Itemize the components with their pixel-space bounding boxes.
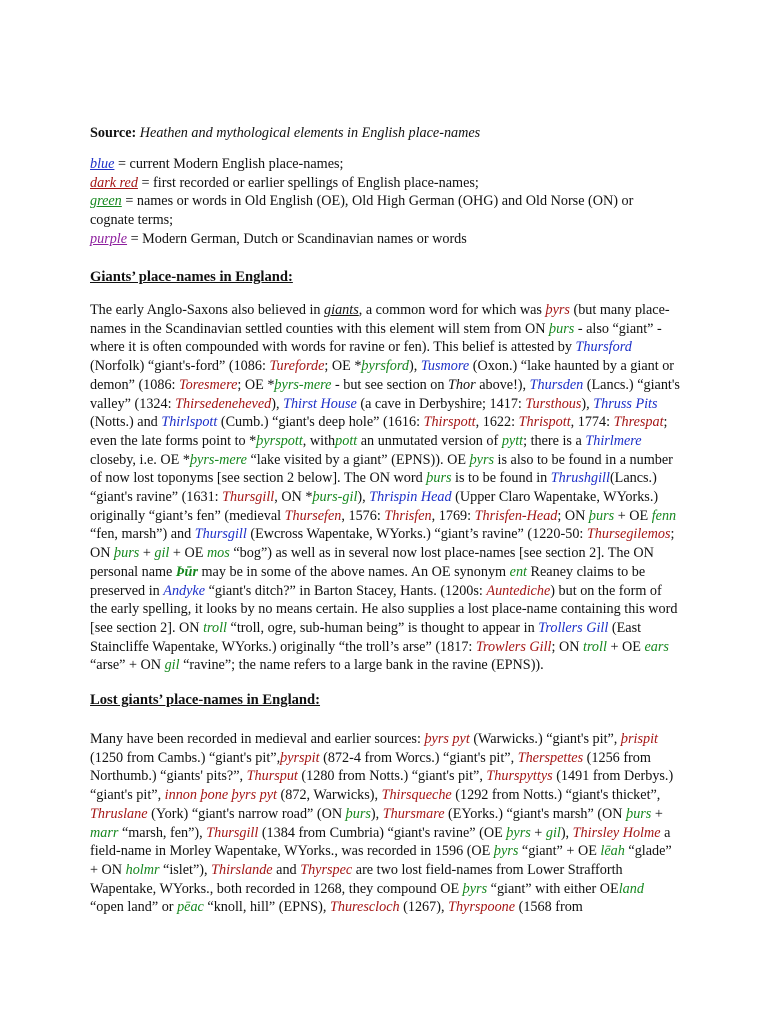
term-run: holmr xyxy=(125,861,160,878)
text-run: ), xyxy=(271,395,284,412)
text-run: - but see section on xyxy=(331,376,449,393)
text-run: a field-name in Morley Wapentake, WYorks., was recorded in 1596 (OE xyxy=(90,824,671,860)
text-run: ), xyxy=(581,395,594,412)
term-run: Thirspott xyxy=(423,414,476,431)
text-run: ; OE * xyxy=(324,358,362,375)
legend-key: purple xyxy=(90,230,128,247)
term-run: marr xyxy=(90,824,119,841)
term-run: þurs xyxy=(345,805,371,822)
text-run: “bog”) as well as in several now lost place-names [see section 2]. The ON personal name xyxy=(90,545,654,580)
term-run: þurs-gil xyxy=(312,489,358,506)
term-run: Thurspyttys xyxy=(486,768,553,785)
text-run: “fen, marsh”) and xyxy=(90,526,195,543)
text-run: Reaney claims to be preserved in xyxy=(90,563,646,599)
term-run: Thrisfen xyxy=(384,507,432,524)
text-run: , a common word for which was xyxy=(358,302,546,318)
term-run: innon þone þyrs pyt xyxy=(164,787,277,804)
legend-item-blue xyxy=(90,155,680,174)
term-run: þyrs xyxy=(469,451,494,468)
text-run: is to be found in xyxy=(451,470,551,487)
term-run: Thursford xyxy=(575,339,632,356)
term-run: Thursgill xyxy=(194,526,247,543)
text-run: “glade” + ON xyxy=(90,843,672,878)
term-run: þyrs xyxy=(493,843,519,860)
text-run: (1280 from Notts.) “giant's pit”, xyxy=(297,768,487,785)
section-heading-giants: Giants’ place-names in England: xyxy=(90,269,293,285)
legend-item-green xyxy=(90,192,680,229)
term-run: Thirsedeneheved xyxy=(175,395,272,412)
text-run: (York) “giant's narrow road” (ON xyxy=(147,805,346,822)
term-run: Þūr xyxy=(175,563,198,580)
legend-text: = current Modern English place-names; xyxy=(114,156,344,172)
legend-key: dark red xyxy=(90,174,138,191)
term-run: þyrsford xyxy=(361,358,409,375)
text-run: above!), xyxy=(475,376,530,393)
term-run: Therspettes xyxy=(517,749,584,766)
term-run: Thrispin Head xyxy=(369,489,452,506)
term-run: gil xyxy=(545,824,561,841)
paragraph-giants xyxy=(90,301,680,675)
text-run: (1292 from Notts.) “giant's thicket”, xyxy=(451,787,661,804)
term-run: fenn xyxy=(651,507,677,524)
text-run: + xyxy=(139,545,155,562)
text-run: ), xyxy=(357,489,370,506)
text-run: and xyxy=(272,861,301,878)
text-run: , 1622: xyxy=(475,414,519,431)
term-run: Thursden xyxy=(529,376,584,393)
term-run: Thirst House xyxy=(283,395,357,412)
text-run: (but many place-names in the Scandinavian settled counties with this element will stem from ON xyxy=(90,302,670,337)
term-run: Thrispott xyxy=(518,414,571,431)
color-legend xyxy=(90,155,680,249)
text-run: “marsh, fen”), xyxy=(118,824,207,841)
text-run: ), xyxy=(560,824,573,841)
term-run: Thyrspec xyxy=(300,861,353,878)
text-run: (1250 from Cambs.) “giant's pit”, xyxy=(90,749,281,766)
text-run: + OE xyxy=(169,545,207,562)
text-run: “open land” or xyxy=(90,899,178,916)
term-run: þrispit xyxy=(620,731,658,747)
term-run: Tureforde xyxy=(269,358,325,375)
text-run: ), xyxy=(408,358,421,375)
term-run: mos xyxy=(206,545,230,562)
text-run: (Lancs.) “giant's ravine” (1631: xyxy=(90,470,657,506)
term-run: Threspat xyxy=(613,414,664,431)
term-run: Thirlmere xyxy=(585,432,642,449)
text-run: Many have been recorded in medieval and earlier sources: xyxy=(90,731,425,747)
text-run: , 1769: xyxy=(431,507,475,524)
text-run: (Warwicks.) “giant's pit”, xyxy=(469,731,621,747)
legend-item-dark-red xyxy=(90,174,680,193)
text-run: “knoll, hill” (EPNS), xyxy=(203,899,330,916)
term-run: Andyke xyxy=(163,582,206,599)
legend-item-purple xyxy=(90,230,680,249)
text-run: , 1774: xyxy=(570,414,614,431)
text-run: (1568 from xyxy=(515,899,583,916)
source-line xyxy=(90,124,680,143)
term-run: Trowlers Gill xyxy=(475,638,552,655)
text-run: (Norfolk) “giant's-ford” (1086: xyxy=(90,358,270,375)
term-run: pēac xyxy=(177,899,204,916)
text-run: closeby, i.e. OE * xyxy=(90,451,190,468)
text-run: “giant” + OE xyxy=(518,843,601,860)
text-run: (1267), xyxy=(399,899,449,916)
term-run: þurs xyxy=(588,507,615,524)
term-run: Thursgill xyxy=(222,489,275,506)
text-run: + xyxy=(530,824,546,841)
text-run: + OE xyxy=(614,507,652,524)
term-run: þurs xyxy=(626,805,652,822)
term-run: þyrs xyxy=(462,880,488,897)
text-run: (Notts.) and xyxy=(90,414,162,431)
term-run: giants xyxy=(324,302,359,318)
term-run: Thrisfen-Head xyxy=(474,507,558,524)
term-run: Thor xyxy=(448,376,476,393)
text-run: “troll, ogre, sub-human being” is thought to appear in xyxy=(227,619,539,636)
term-run: þurs xyxy=(549,320,575,337)
term-run: lēah xyxy=(600,843,625,860)
term-run: þyrs xyxy=(506,824,531,841)
text-run: may be in some of the above names. An OE synonym xyxy=(197,563,510,580)
term-run: þyrspit xyxy=(280,749,320,766)
text-run: (EYorks.) “giant's marsh” (ON xyxy=(444,805,627,822)
text-run: “arse” + ON xyxy=(90,657,165,674)
term-run: Thrushgill xyxy=(550,470,610,487)
term-run: þyrspott xyxy=(256,432,303,449)
term-run: Thursgill xyxy=(206,824,259,841)
text-run: (Upper Claro Wapentake, WYorks.) originally “giant’s fen” (medieval xyxy=(90,489,659,524)
term-run: Thirsqueche xyxy=(381,787,452,804)
term-run: Toresmere xyxy=(179,376,238,393)
term-run: troll xyxy=(203,619,227,636)
legend-text: = Modern German, Dutch or Scandinavian names or words xyxy=(127,230,467,247)
text-run: (872, Warwicks), xyxy=(276,787,382,804)
text-run: (Cumb.) “giant's deep hole” (1616: xyxy=(217,414,424,431)
term-run: gil xyxy=(154,545,170,562)
term-run: þyrs pyt xyxy=(424,731,470,747)
paragraph-lost-giants xyxy=(90,730,680,917)
text-run: ), xyxy=(370,805,383,822)
term-run: Auntediche xyxy=(486,582,551,599)
term-run: land xyxy=(618,880,644,897)
text-run: ; ON xyxy=(557,507,589,524)
text-run: (a cave in Derbyshire; 1417: xyxy=(356,395,526,412)
term-run: Thyrspoone xyxy=(448,899,516,916)
text-run: The early Anglo-Saxons also believed in xyxy=(90,302,325,318)
text-run: ) but on the form of the early spelling, it looks by no means certain. He also supplies a lost place-name containing this word [see section 2]. ON xyxy=(90,582,678,636)
text-run: (Ewcross Wapentake, WYorks.) “giant’s ravine” (1220-50: xyxy=(246,526,587,543)
text-run: “lake visited by a giant” (EPNS)). OE xyxy=(246,451,470,468)
text-run: (1256 from Northumb.) “giants' pits?”, xyxy=(90,749,651,785)
text-run: , with xyxy=(302,432,336,449)
term-run: ears xyxy=(644,638,669,655)
term-run: þyrs-mere xyxy=(274,376,332,393)
source-title: Heathen and mythological elements in English place-names xyxy=(139,125,481,141)
text-run: are two lost field-names from Lower Strafforth Wapentake, WYorks., both recorded in 1268, they compound OE xyxy=(90,861,623,897)
text-run: + OE xyxy=(606,638,645,655)
term-run: gil xyxy=(164,657,180,674)
text-run: ; OE * xyxy=(237,376,275,393)
term-run: Trollers Gill xyxy=(538,619,609,636)
term-run: Thirlspott xyxy=(161,414,218,431)
legend-key: green xyxy=(90,193,122,210)
text-run: , ON * xyxy=(274,489,313,506)
text-run: (1384 from Cumbria) “giant's ravine” (OE xyxy=(258,824,507,841)
term-run: Thruss Pits xyxy=(593,395,658,412)
term-run: þyrs-mere xyxy=(189,451,247,468)
text-run: ; there is a xyxy=(523,432,586,449)
source-label: Source: xyxy=(90,125,137,141)
term-run: pott xyxy=(335,432,358,449)
text-run: an unmutated version of xyxy=(357,432,502,449)
text-run: (872-4 from Worcs.) “giant's pit”, xyxy=(319,749,518,766)
term-run: Thursput xyxy=(246,768,298,785)
term-run: Thirslande xyxy=(211,861,273,878)
text-run: ; ON xyxy=(90,526,675,562)
text-run: ; even the late forms point to * xyxy=(90,414,668,449)
term-run: Tursthous xyxy=(525,395,582,412)
term-run: þyrs xyxy=(545,302,570,318)
text-run: ; ON xyxy=(551,638,583,655)
text-run: (1491 from Derbys.) “giant's pit”, xyxy=(90,768,674,804)
text-run: (Lancs.) “giant's valley” (1324: xyxy=(90,376,680,412)
term-run: þurs xyxy=(426,470,452,487)
legend-key: blue xyxy=(90,156,115,172)
term-run: Thursefen xyxy=(284,507,342,524)
text-run: (Oxon.) “lake haunted by a giant or demon” (1086: xyxy=(90,358,675,393)
text-run: “islet”), xyxy=(159,861,212,878)
text-run: - also “giant” - where it is often compounded with words for ravine or fen). This belief is attested by xyxy=(90,320,662,356)
section-heading-lost-giants: Lost giants’ place-names in England: xyxy=(90,692,321,708)
term-run: Thurescloch xyxy=(329,899,400,916)
text-run: , 1576: xyxy=(341,507,385,524)
text-run: “giant” with either OE xyxy=(487,880,619,897)
legend-text: = first recorded or earlier spellings of English place-names; xyxy=(137,174,479,191)
term-run: troll xyxy=(583,638,607,655)
text-run: “giant's ditch?” in Barton Stacey, Hants. (1200s: xyxy=(205,582,487,599)
text-run: is also to be found in a number of now lost toponyms [see section 2 below]. The ON word xyxy=(90,451,673,487)
term-run: Tusmore xyxy=(420,358,470,375)
term-run: Thursegilemos xyxy=(586,526,671,543)
term-run: Thruslane xyxy=(90,805,148,822)
text-run: (East Staincliffe Wapentake, WYorks.) originally “the troll’s arse” (1817: xyxy=(90,619,642,655)
text-run: + xyxy=(651,805,663,822)
term-run: pytt xyxy=(501,432,524,449)
legend-text: = names or words in Old English (OE), Old High German (OHG) and Old Norse (ON) or cognate terms; xyxy=(90,193,634,229)
term-run: þurs xyxy=(114,545,140,562)
term-run: Thirsley Holme xyxy=(572,824,661,841)
term-run: Thursmare xyxy=(382,805,445,822)
term-run: ent xyxy=(509,563,527,580)
text-run: “ravine”; the name refers to a large bank in the ravine (EPNS)). xyxy=(179,657,544,674)
